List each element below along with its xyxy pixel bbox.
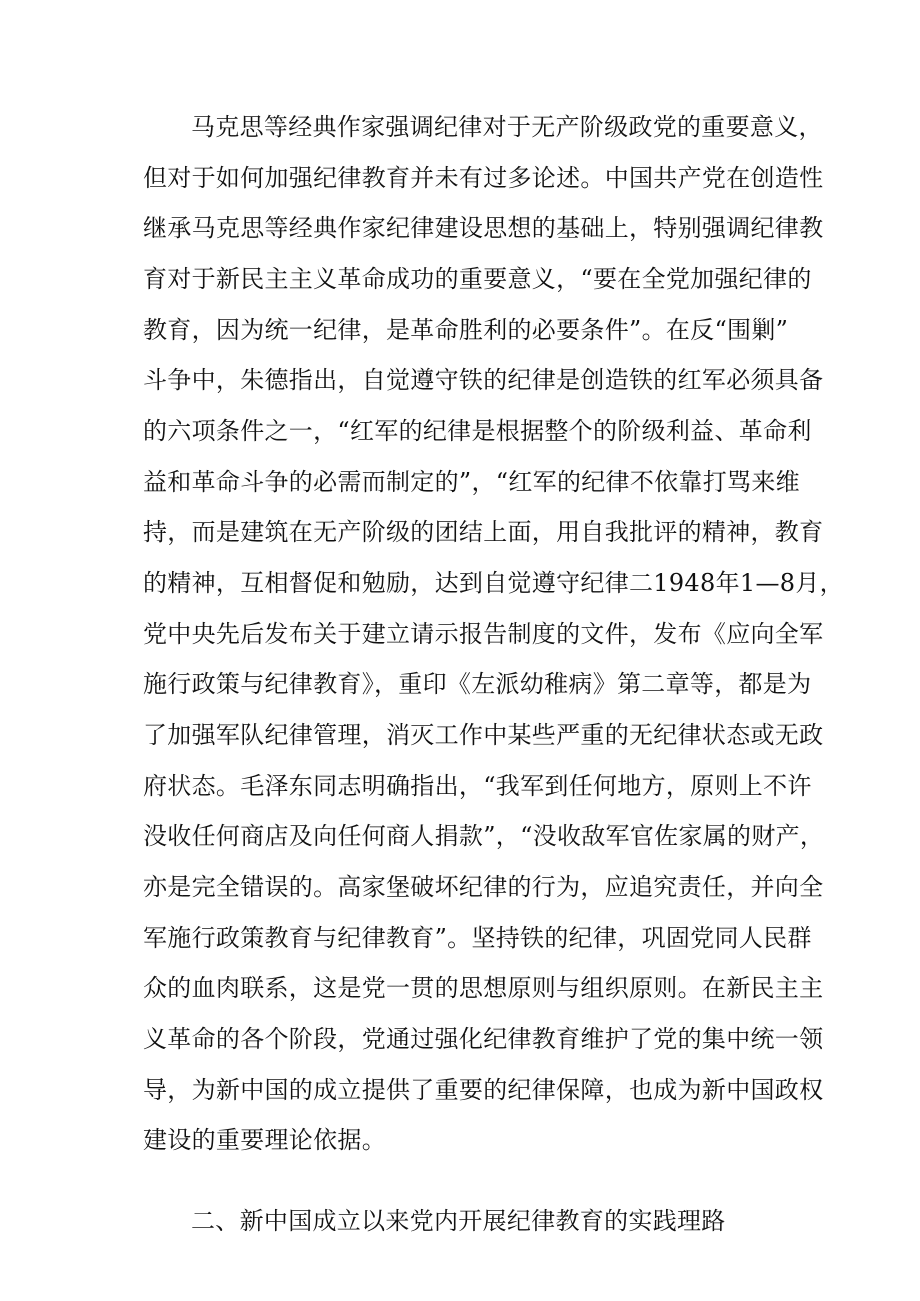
paragraph-line: 建设的重要理论依据。 bbox=[143, 1126, 386, 1154]
paragraph-line: 施行政策与纪律教育》，重印《左派幼稚病》第二章等，都是为 bbox=[143, 670, 812, 698]
paragraph-line: 了加强军队纪律管理，消灭工作中某些严重的无纪律状态或无政 bbox=[143, 721, 824, 749]
paragraph-line: 马克思等经典作家强调纪律对于无产阶级政党的重要意义， bbox=[191, 113, 823, 141]
paragraph-line: 斗争中，朱德指出，自觉遵守铁的纪律是创造铁的红军必须具备 bbox=[143, 366, 824, 394]
paragraph-line: 的六项条件之一，“红军的纪律是根据整个的阶级利益、革命利 bbox=[143, 417, 812, 445]
paragraph-line: 义革命的各个阶段，党通过强化纪律教育维护了党的集中统一领 bbox=[143, 1025, 824, 1053]
paragraph-line: 众的血肉联系，这是党一贯的思想原则与组织原则。在新民主主 bbox=[143, 974, 824, 1002]
section-heading: 二、新中国成立以来党内开展纪律教育的实践理路 bbox=[191, 1207, 726, 1235]
paragraph-line: 没收任何商店及向任何商人捐款”，“没收敌军官佐家属的财产， bbox=[143, 822, 825, 850]
paragraph-line: 持，而是建筑在无产阶级的团结上面，用自我批评的精神，教育 bbox=[143, 518, 824, 546]
paragraph-line: 的精神，互相督促和勉励，达到自觉遵守纪律二1948年1—8月， bbox=[143, 569, 844, 597]
paragraph-line: 亦是完全错误的。高家堡破坏纪律的行为，应追究责任，并向全 bbox=[143, 873, 824, 901]
paragraph-line: 教育，因为统一纪律，是革命胜利的必要条件”。在反“围剿” bbox=[143, 316, 789, 344]
paragraph-line: 继承马克思等经典作家纪律建设思想的基础上，特别强调纪律教 bbox=[143, 214, 824, 242]
paragraph-line: 益和革命斗争的必需而制定的”，“红军的纪律不依靠打骂来维 bbox=[143, 468, 800, 496]
paragraph-line: 军施行政策教育与纪律教育”。坚持铁的纪律，巩固党同人民群 bbox=[143, 924, 812, 952]
paragraph-line: 但对于如何加强纪律教育并未有过多论述。中国共产党在创造性 bbox=[143, 164, 824, 192]
paragraph-line: 党中央先后发布关于建立请示报告制度的文件，发布《应向全军 bbox=[143, 620, 824, 648]
paragraph-line: 育对于新民主主义革命成功的重要意义，“要在全党加强纪律的 bbox=[143, 265, 812, 293]
paragraph-line: 府状态。毛泽东同志明确指出，“我军到任何地方，原则上不许 bbox=[143, 772, 812, 800]
paragraph-line: 导，为新中国的成立提供了重要的纪律保障，也成为新中国政权 bbox=[143, 1076, 824, 1104]
